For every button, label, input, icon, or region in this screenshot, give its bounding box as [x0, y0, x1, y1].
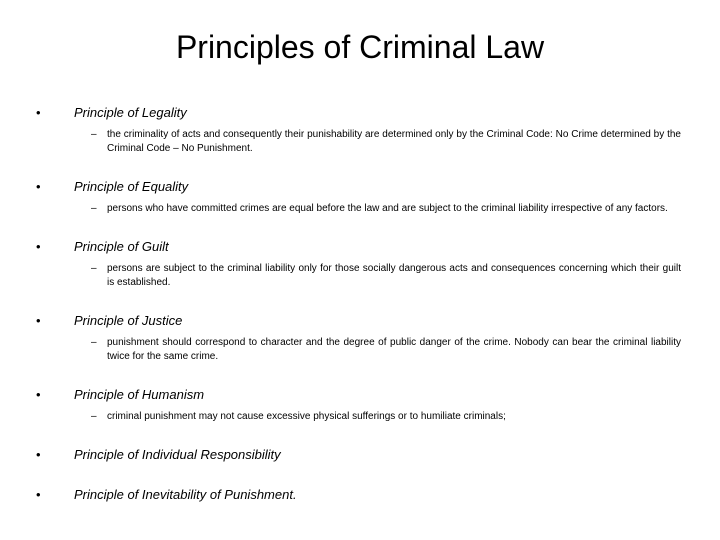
principle-description	[91, 128, 686, 156]
principle-item-individual-responsibility	[36, 446, 686, 464]
dash-icon: –	[91, 411, 97, 422]
principle-item-legality	[36, 104, 686, 156]
bullet-icon: •	[36, 487, 41, 502]
principle-description	[91, 202, 686, 216]
principle-description-text: the criminality of acts and consequently their punishability are determined only by the Criminal Code: No Crime determined by the Criminal Code – No Punishment.	[107, 129, 681, 154]
bullet-icon: •	[36, 179, 41, 194]
dash-icon: –	[91, 337, 97, 348]
principle-description-text: persons who have committed crimes are equal before the law and are subject to the criminal liability irrespective of any factors.	[107, 203, 668, 214]
bullet-icon: •	[36, 239, 41, 254]
dash-icon: –	[91, 203, 97, 214]
principle-description-text: punishment should correspond to character and the degree of public danger of the crime. Nobody can bear the criminal liability twice for the same crime.	[107, 337, 681, 362]
slide-title: Principles of Criminal Law	[175, 29, 545, 65]
principle-item-guilt	[36, 238, 686, 290]
principle-name: Principle of Humanism	[74, 387, 205, 402]
principle-item-justice	[36, 312, 686, 364]
principle-name: Principle of Inevitability of Punishment.	[74, 487, 297, 502]
bullet-icon: •	[36, 105, 41, 120]
principle-item-inevitability	[36, 486, 686, 504]
principle-description-text: persons are subject to the criminal liability only for those socially dangerous acts and consequences concerning which their guilt is established.	[107, 263, 681, 288]
principles-list	[36, 104, 686, 526]
principle-name: Principle of Individual Responsibility	[74, 447, 281, 462]
principle-description	[91, 336, 686, 364]
dash-icon: –	[91, 263, 97, 274]
bullet-icon: •	[36, 447, 41, 462]
principle-name: Principle of Equality	[74, 179, 189, 194]
principle-item-equality	[36, 178, 686, 216]
principle-name: Principle of Guilt	[74, 239, 169, 254]
principle-description-text: criminal punishment may not cause excessive physical sufferings or to humiliate criminals;	[107, 411, 506, 422]
bullet-icon: •	[36, 313, 41, 328]
principle-item-humanism	[36, 386, 686, 424]
principle-name: Principle of Legality	[74, 105, 187, 120]
principle-name: Principle of Justice	[74, 313, 183, 328]
bullet-icon: •	[36, 387, 41, 402]
principle-description	[91, 262, 686, 290]
principle-description	[91, 410, 686, 424]
dash-icon: –	[91, 129, 97, 140]
